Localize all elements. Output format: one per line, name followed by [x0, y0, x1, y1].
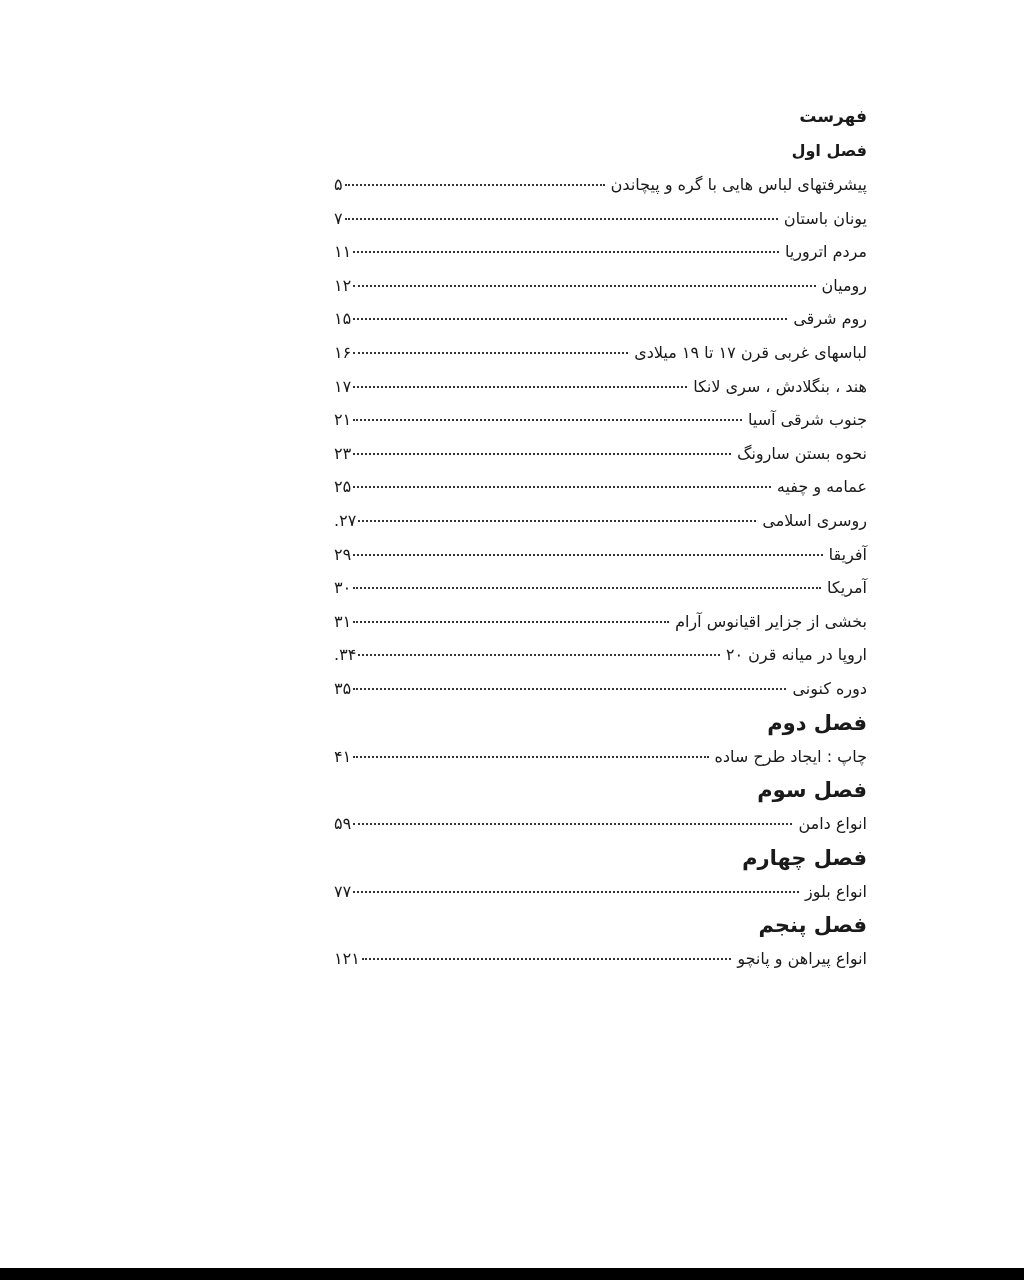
toc-entry	[334, 504, 867, 538]
entry-page: ۳۰	[334, 578, 352, 598]
toc-entry	[334, 235, 867, 269]
entry-title: انواع بلوز	[805, 881, 867, 901]
table-of-contents	[334, 100, 867, 976]
entry-page: ۴۱	[334, 746, 352, 766]
entry-title: آمریکا	[826, 578, 867, 598]
entry-page: ۳۱	[334, 611, 352, 631]
dot-leader	[353, 285, 815, 287]
entry-title: چاپ : ایجاد طرح ساده	[714, 746, 867, 766]
entry-title: جنوب شرقی آسیا	[748, 410, 867, 430]
toc-entry	[334, 672, 867, 706]
dot-leader	[353, 891, 799, 893]
dot-leader	[358, 520, 756, 522]
entry-page: ۷	[334, 208, 343, 228]
entry-page: ۷۷	[334, 881, 352, 901]
entry-page: ۱۱	[334, 242, 352, 262]
dot-leader	[358, 654, 720, 656]
entry-page: ۲۷.	[334, 510, 357, 530]
entry-page: ۵۹	[334, 814, 352, 834]
dot-leader	[353, 419, 742, 421]
dot-leader	[362, 958, 732, 960]
entry-page: ۱۵	[334, 309, 352, 329]
chapter-title: فصل دوم	[767, 710, 867, 735]
chapter-title: فصل پنجم	[758, 913, 867, 938]
dot-leader	[353, 756, 708, 758]
entry-title: اروپا در میانه قرن ۲۰	[725, 645, 867, 665]
toc-entry	[334, 875, 867, 909]
toc-entry	[334, 336, 867, 370]
dot-leader	[353, 352, 628, 354]
dot-leader	[353, 318, 787, 320]
entry-title: رومیان	[821, 275, 867, 295]
toc-entry	[334, 942, 867, 976]
toc-entry	[334, 538, 867, 572]
entry-title: انواع پیراهن و پانچو	[737, 949, 867, 969]
entry-page: ۱۷	[334, 376, 352, 396]
dot-leader	[345, 218, 778, 220]
entry-page: ۳۵	[334, 678, 352, 698]
toc-entry	[334, 638, 867, 672]
entry-page: ۱۲	[334, 275, 352, 295]
entry-title: پیشرفتهای لباس هایی با گره و پیچاندن	[610, 175, 867, 194]
toc-entry	[334, 807, 867, 841]
entry-title: بخشی از جزایر اقیانوس آرام	[675, 611, 867, 631]
toc-entry	[334, 202, 867, 236]
entry-title: یونان باستان	[783, 208, 867, 228]
dot-leader	[353, 688, 786, 690]
dot-leader	[353, 554, 822, 556]
bottom-black-bar	[0, 1268, 1024, 1280]
toc-entry	[334, 302, 867, 336]
dot-leader	[353, 486, 771, 488]
chapter-title: فصل اول	[791, 141, 867, 160]
entry-page: ۱۶	[334, 342, 352, 362]
entry-page: ۲۱	[334, 410, 352, 430]
entry-page: ۱۲۱	[334, 949, 360, 969]
entry-title: مردم اتروریا	[784, 242, 867, 262]
dot-leader	[353, 823, 792, 825]
entry-page: ۲۹	[334, 544, 352, 564]
dot-leader	[353, 587, 821, 589]
chapter-title: فصل چهارم	[742, 845, 867, 870]
entry-title: عمامه و چفیه	[776, 477, 867, 497]
entry-title: لباسهای غربی قرن ۱۷ تا ۱۹ میلادی	[634, 342, 867, 362]
toc-entry	[334, 168, 867, 202]
toc-heading: فهرست	[799, 107, 867, 127]
entry-title: نحوه بستن سارونگ	[737, 443, 867, 463]
entry-page: ۲۳	[334, 443, 352, 463]
toc-entry	[334, 437, 867, 471]
dot-leader	[353, 621, 669, 623]
entry-title: آفریقا	[828, 544, 867, 564]
entry-title: هند ، بنگلادش ، سری لانکا	[693, 376, 867, 396]
entry-title: انواع دامن	[798, 814, 867, 834]
toc-entry	[334, 470, 867, 504]
toc-entry	[334, 740, 867, 774]
dot-leader	[353, 251, 779, 253]
entry-title: روسری اسلامی	[762, 510, 867, 530]
toc-entry	[334, 269, 867, 303]
toc-entry	[334, 605, 867, 639]
toc-entry	[334, 403, 867, 437]
entry-page: ۳۴.	[334, 645, 357, 665]
dot-leader	[345, 184, 605, 186]
entry-title: دوره کنونی	[792, 678, 867, 698]
chapter-title: فصل سوم	[757, 778, 867, 803]
toc-entry	[334, 571, 867, 605]
toc-entry	[334, 370, 867, 404]
entry-title: روم شرقی	[793, 309, 867, 329]
dot-leader	[353, 386, 687, 388]
dot-leader	[353, 453, 731, 455]
entry-page: ۲۵	[334, 477, 352, 497]
entry-page: ۵	[334, 175, 343, 194]
